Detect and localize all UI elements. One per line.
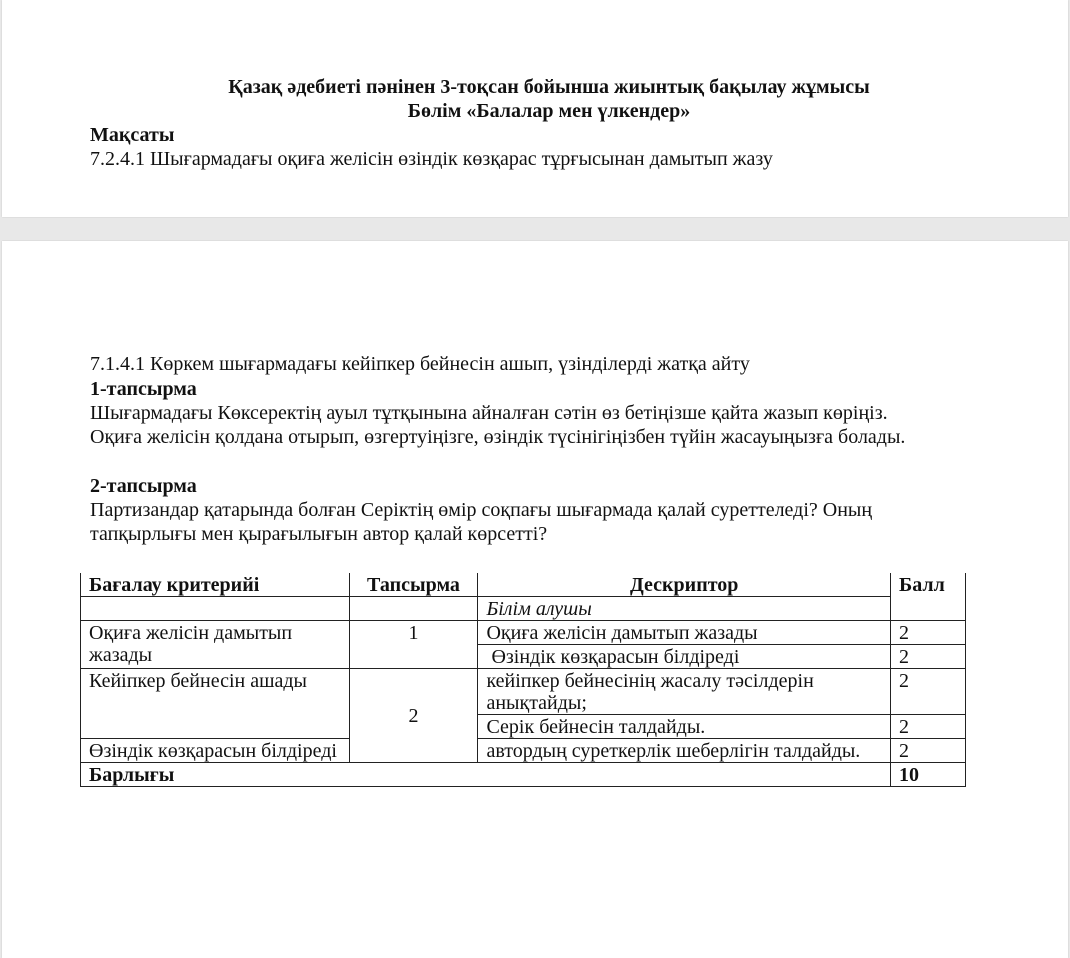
page-2: [2, 241, 1068, 958]
descriptor-cell: Серік бейнесін талдайды.: [478, 715, 891, 739]
learner-empty-2: [349, 597, 478, 621]
learner-empty-1: [81, 597, 350, 621]
score-cell: 2: [891, 715, 966, 739]
task2-line-2: тапқырлығы мен қырағылығын автор қалай көрсетті?: [90, 523, 548, 545]
document-title: Қазақ әдебиеті пәнінен 3-тоқсан бойынша жиынтық бақылау жұмысы: [228, 76, 870, 98]
score-cell: 2: [891, 739, 966, 763]
descriptor-cell: автордың суреткерлік шеберлігін талдайды.: [478, 739, 891, 763]
task2-line-1: Партизандар қатарында болған Серіктің өмір соқпағы шығармада қалай суреттеледі? Оның: [90, 499, 873, 521]
grading-table: [80, 573, 966, 787]
task-cell: 1: [349, 621, 478, 669]
table-total-row: [81, 763, 966, 787]
table-header-row: [81, 573, 966, 597]
descriptor-cell: Өзіндік көзқарасын білдіреді: [478, 645, 891, 669]
page-1: [2, 0, 1068, 217]
descriptor-cell: Оқиға желісін дамытып жазады: [478, 621, 891, 645]
goal-label: Мақсаты: [90, 124, 175, 146]
score-cell: 2: [891, 621, 966, 645]
score-cell: 2: [891, 669, 966, 715]
task-cell: 2: [349, 669, 478, 763]
goal-2: 7.1.4.1 Көркем шығармадағы кейіпкер бейнесін ашып, үзінділерді жатқа айту: [90, 353, 750, 375]
table-row: [81, 739, 966, 763]
header-task: Тапсырма: [349, 573, 478, 597]
learner-label: Білім алушы: [478, 597, 891, 621]
table-learner-row: [81, 597, 966, 621]
criteria-cell: Кейіпкер бейнесін ашады: [81, 669, 350, 739]
descriptor-cell: кейіпкер бейнесінің жасалу тәсілдерін анықтайды;: [478, 669, 891, 715]
task1-label: 1-тапсырма: [90, 378, 197, 400]
criteria-cell: Өзіндік көзқарасын білдіреді: [81, 739, 350, 763]
task1-line-1: Шығармадағы Көксеректің ауыл тұтқынына айналған сәтін өз бетіңізше қайта жазып көріңіз.: [90, 402, 888, 424]
task1-line-2: Оқиға желісін қолдана отырып, өзгертуіңізге, өзіндік түсінігіңізбен түйін жасауыңызға болады.: [90, 426, 906, 448]
header-score: Балл: [891, 573, 966, 621]
criteria-cell: Оқиға желісін дамытып жазады: [81, 621, 350, 669]
total-label: Барлығы: [81, 763, 891, 787]
table-row: [81, 621, 966, 645]
table-row: [81, 669, 966, 715]
score-cell: 2: [891, 645, 966, 669]
total-score: 10: [891, 763, 966, 787]
header-criteria: Бағалау критерийі: [81, 573, 350, 597]
section-title: Бөлім «Балалар мен үлкендер»: [407, 100, 691, 122]
goal-1: 7.2.4.1 Шығармадағы оқиға желісін өзіндік көзқарас тұрғысынан дамытып жазу: [90, 148, 773, 170]
header-descriptor: Дескриптор: [478, 573, 891, 597]
task2-label: 2-тапсырма: [90, 475, 197, 497]
